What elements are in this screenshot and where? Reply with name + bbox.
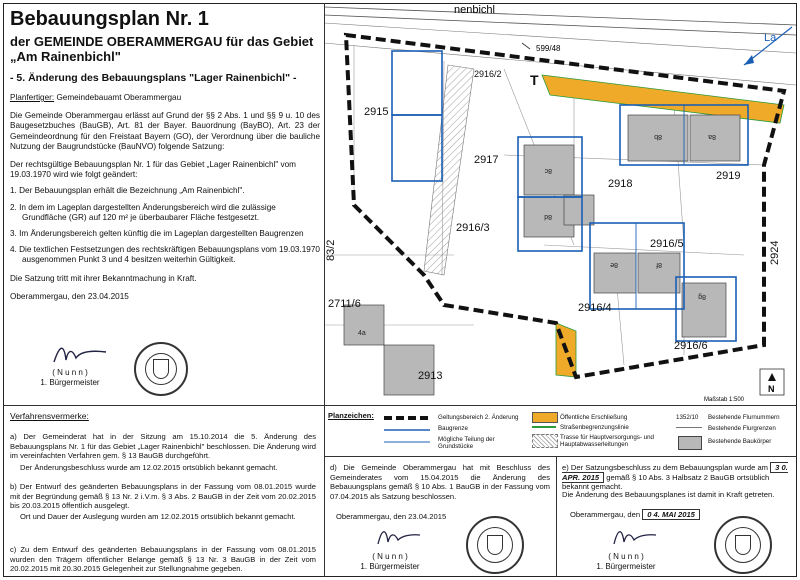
legend-divider [324, 456, 797, 457]
building-label-8f: 8f [656, 261, 662, 268]
verfahren-a2: Der Änderungsbeschluss wurde am 12.02.2015 ortsüblich bekannt gemacht. [20, 463, 278, 472]
building-8g [682, 283, 726, 337]
signature-name-2: ( N u n n ) [372, 552, 408, 561]
legend-line-swatches [382, 414, 432, 456]
place-date-e [570, 510, 700, 520]
signature-name-3: ( N u n n ) [608, 552, 644, 561]
building-label-8b: 8b [654, 133, 662, 140]
verfahren-c: c) Zu dem Entwurf des geänderten Bebauungsplans in der Fassung vom 08.01.2015 wurden den Trägern öffentlicher Belange gemäß § 13 Nr. 3 BauGB in der Zeit vom 20.02.2015 mit 20.30.2015 Gelegenheit zur Stellungnahme gegeben. [10, 545, 316, 574]
verfahren-title: Verfahrensvermerke: [10, 411, 89, 421]
change-item-4: 4. Die textlichen Festsetzungen des rechtskräftigen Bebauungsplans vom 19.03.1970 ausgenommen Punkt 3 und 4 besitzen weiterhin Gültigkeit. [10, 245, 320, 265]
building-label-8a: 8a [708, 133, 716, 140]
parcel-2919: 2919 [716, 170, 741, 182]
baugrenze-2915-top [392, 51, 442, 115]
legend [328, 412, 792, 454]
planfertiger-line [10, 93, 320, 103]
site-plan-map [324, 5, 796, 405]
road-parcel-code: 599/48 [536, 44, 561, 53]
building-8f [638, 253, 680, 293]
legend-flurnummer-code: 1352/10 [676, 414, 699, 421]
legend-swatch-baukoerper [678, 436, 702, 450]
parcel-2711-6: 2711/6 [328, 298, 361, 310]
place-date-top: Oberammergau, den 23.04.2015 [10, 291, 129, 301]
verfahren-e-pre: e) Der Satzungsbeschluss zu dem Bebauungsplan wurde am [562, 463, 768, 472]
signature-scribble-3 [610, 526, 660, 548]
verfahren-b: b) Der Entwurf des geänderten Bebauungsplans in der Fassung vom 08.01.2015 wurde mit der Begründung gemäß § 13 Nr. 2 i.V.m. § 3 Abs. 2 BauGB in der Zeit vom 20.02.2015 bis 20.03.2015 öffentlich ausgelegt. [10, 482, 316, 511]
parcel-2924: 2924 [769, 240, 781, 265]
municipal-seal-3 [714, 516, 772, 574]
baugrenze-2915-bottom [392, 115, 442, 181]
legend-flurnummer: Bestehende Flurnummern [708, 414, 780, 421]
parcel-t-mark: T [530, 72, 539, 88]
parcel-2916-3: 2916/3 [456, 222, 490, 234]
amendment-title: - 5. Änderung des Bebauungsplans "Lager Rainenbichl" - [10, 72, 297, 84]
signature-block-3 [586, 552, 666, 572]
planfertiger-label: Planfertiger: [10, 93, 55, 102]
plan-subtitle: der GEMEINDE OBERAMMERGAU für das Gebiet „Am Rainenbichl" [10, 34, 314, 64]
parcel-2913: 2913 [418, 370, 443, 382]
building-label-8e: 8e [610, 261, 618, 268]
legend-swatch-trasse [532, 434, 558, 448]
verfahren-e-post: gemäß § 10 Abs. 3 Halbsatz 2 BauGB ortsüblich bekannt gemacht. [562, 472, 770, 492]
legend-swatch-erschliessung [532, 412, 558, 423]
signature-block-2 [350, 552, 430, 572]
municipal-seal-2 [466, 516, 524, 574]
building-4a [344, 305, 384, 345]
building-8e [594, 253, 636, 293]
change-item-2: 2. In dem im Lageplan dargestellten Änderungsbereich wird die zulässige Grundfläche (GR) auf 120 m² je überbaubarer Fläche festgesetzt. [10, 202, 276, 222]
change-item-1: 1. Der Bebauungsplan erhält die Bezeichnung „Am Rainenbichl". [10, 186, 245, 196]
signature-role-2: 1. Bürgermeister [360, 562, 420, 571]
parcel-2918: 2918 [608, 178, 633, 190]
signature-name: ( N u n n ) [52, 368, 88, 377]
parcel-2917: 2917 [474, 154, 499, 166]
satzung-note: Die Satzung tritt mit ihrer Bekanntmachung in Kraft. [10, 273, 197, 283]
signature-role-3: 1. Bürgermeister [596, 562, 656, 571]
verfahren-b2: Ort und Dauer der Auslegung wurden am 12.02.2015 ortsüblich bekannt gemacht. [20, 512, 296, 521]
parcel-2916-6: 2916/6 [674, 340, 708, 352]
section-divider [3, 405, 797, 406]
verfahren-e [562, 463, 792, 492]
plan-title: Bebauungsplan Nr. 1 [10, 8, 209, 30]
building-label-4a: 4a [358, 330, 366, 337]
scale-label: Maßstab 1:500 [704, 397, 745, 403]
road-name-label: nenbichl [454, 5, 495, 16]
legend-teilung: Mögliche Teilung der Grundstücke [438, 436, 495, 450]
signature-block-1 [30, 368, 110, 388]
place-date-d: Oberammergau, den 23.04.2015 [336, 512, 447, 521]
road-side-label: La [764, 32, 777, 44]
planfertiger-value: Gemeindebauamt Oberammergau [56, 93, 182, 102]
verfahren-a: a) Der Gemeinderat hat in der Sitzung am 15.10.2014 die 5. Änderung des Bebauungsplans Nr. 1 für das Gebiet „Lager Rainenbichl" beschlossen. Die Änderung wird im vereinfachten Verfahren gem. § 13 BauGB durchgeführt. [10, 432, 316, 461]
building-label-8d: 8d [544, 213, 552, 220]
lead-paragraph: Der rechtsgültige Bebauungsplan Nr. 1 für das Gebiet „Lager Rainenbichl" vom 19.03.1970 wird wie folgt geändert: [10, 160, 296, 180]
satzung-text-panel [10, 8, 320, 302]
signature-scribble-1 [50, 342, 110, 366]
building-small [564, 195, 594, 225]
legend-swatch-flurgrenzen [676, 427, 702, 428]
parcel-2916-5: 2916/5 [650, 238, 684, 250]
verfahren-d: d) Die Gemeinde Oberammergau hat mit Beschluss des Gemeinderates vom 15.04.2015 die Änderung des Bebauungsplans gemäß § 10 Abs. 1 BauGB in der Fassung vom 07.04.2015 als Satzung beschlossen. [330, 463, 550, 501]
building-label-8c: 8c [544, 167, 552, 174]
legend-baukoerper: Bestehende Baukörper [708, 438, 772, 445]
municipal-seal-1 [134, 342, 188, 396]
legend-title: Planzeichen: [328, 411, 374, 420]
left-map-divider [324, 3, 325, 405]
north-label: N [768, 384, 775, 394]
signature-scribble-2 [374, 526, 424, 548]
parcel-83-2: 83/2 [325, 239, 337, 261]
legend-trasse: Trasse für Hauptversorgungs- und Hauptabwasserleitungen [560, 434, 655, 448]
signature-role: 1. Bürgermeister [40, 378, 100, 387]
legend-swatch-strassen [532, 426, 556, 428]
change-item-3: 3. Im Änderungsbereich gelten künftig die im Lageplan dargestellten Baugrenzen [10, 229, 304, 239]
parcel-2916-2: 2916/2 [474, 69, 502, 79]
publication-date-stamp: 3 0. APR. 2015 [562, 463, 788, 482]
legend-erschliessung: Öffentliche Erschließung [560, 414, 628, 421]
parcel-2915: 2915 [364, 106, 389, 118]
change-list [10, 186, 320, 265]
building-label-8g: 8g [698, 293, 706, 300]
legend-geltungsbereich: Geltungsbereich 2. Änderung [438, 414, 519, 421]
verfahren-e2: Die Änderung des Bebauungsplanes ist damit in Kraft getreten. [562, 490, 775, 499]
bottom-column-divider-2 [556, 456, 557, 577]
legend-flurgrenzen: Bestehende Flurgrenzen [708, 425, 776, 432]
intro-paragraph: Die Gemeinde Oberammergau erlässt auf Grund der §§ 2 Abs. 1 und §§ 9 u. 10 des Baugesetzbuches (BauGB), Art. 81 der Bayer. Bauordnung (BayBO), Art. 23 der Gemeindeordnung für den Freistaat Bayern (GO), der Verordnung über die bauliche Nutzung der Baugrundstücke (BauNVO) folgende Satzung: [10, 111, 320, 151]
legend-strassen: Straßenbegrenzungslinie [560, 424, 629, 431]
place-date-e-label: Oberammergau, den [570, 510, 641, 519]
parcel-2916-4: 2916/4 [578, 302, 612, 314]
bottom-column-divider [324, 405, 325, 577]
legend-baugrenze: Baugrenze [438, 425, 468, 432]
inkraft-date-stamp: 0 4. MAI 2015 [642, 509, 700, 520]
